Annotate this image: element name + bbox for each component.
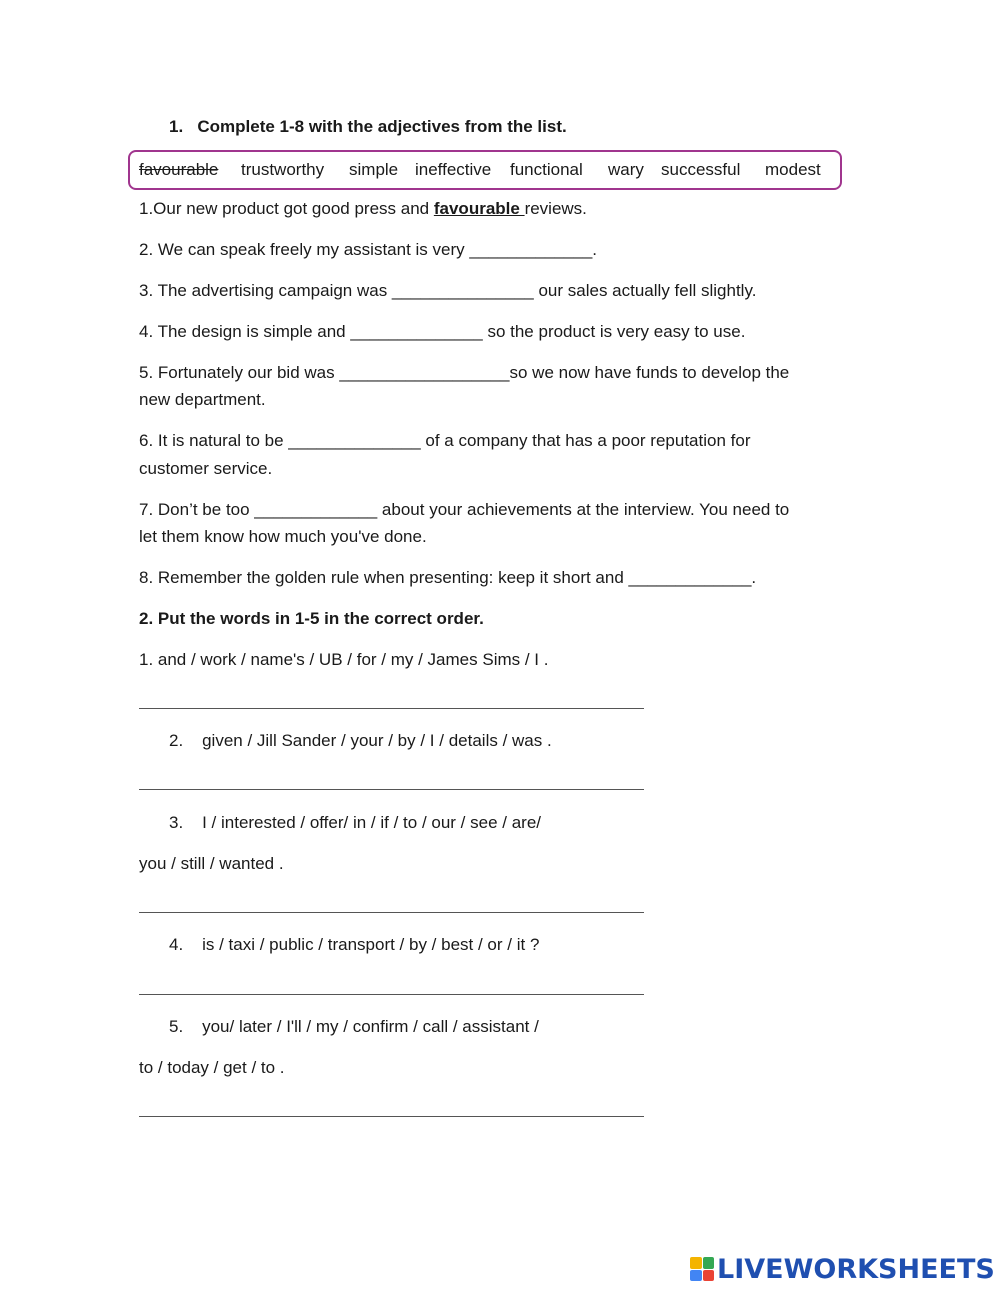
word-favourable: favourable bbox=[139, 160, 219, 179]
sentence-1-answer[interactable]: favourable bbox=[433, 199, 525, 218]
order-item-2-text: given / Jill Sander / your / by / I / details / was . bbox=[202, 731, 552, 750]
order-item-1: 1. and / work / name's / UB / for / my / James Sims / I . bbox=[139, 650, 549, 669]
answer-line-5[interactable] bbox=[139, 1116, 644, 1117]
sentence-5-line2: new department. bbox=[139, 390, 266, 409]
order-item-5-text: you/ later / I'll / my / confirm / call / assistant / bbox=[202, 1017, 539, 1036]
sentence-6-line2: customer service. bbox=[139, 459, 273, 478]
order-item-3-text: I / interested / offer/ in / if / to / our / see / are/ bbox=[202, 813, 541, 832]
sentence-5-line1[interactable]: 5. Fortunately our bid was __________________so we now have funds to develop the bbox=[139, 363, 790, 382]
word-ineffective: ineffective bbox=[415, 160, 492, 179]
sentence-2[interactable]: 2. We can speak freely my assistant is very _____________. bbox=[139, 240, 597, 259]
sentence-6-line1[interactable]: 6. It is natural to be ______________ of a company that has a poor reputation for bbox=[139, 431, 751, 450]
sentence-7-line2: let them know how much you've done. bbox=[139, 527, 427, 546]
answer-line-1[interactable] bbox=[139, 708, 644, 709]
section1-title: Complete 1-8 with the adjectives from the list. bbox=[197, 117, 567, 136]
section1-number: 1. bbox=[169, 117, 184, 136]
word-functional: functional bbox=[510, 160, 583, 179]
order-item-4-number: 4. bbox=[169, 935, 184, 954]
order-item-2-number: 2. bbox=[169, 731, 184, 750]
order-item-5 bbox=[169, 1017, 539, 1037]
logo-square-e bbox=[703, 1270, 715, 1282]
logo-square-v bbox=[690, 1270, 702, 1282]
word-trustworthy: trustworthy bbox=[241, 160, 325, 179]
word-wary: wary bbox=[608, 160, 644, 179]
logo-square-i bbox=[703, 1257, 715, 1269]
section2-title: 2. Put the words in 1-5 in the correct order. bbox=[139, 609, 484, 628]
sentence-3[interactable]: 3. The advertising campaign was _______________ our sales actually fell slightly. bbox=[139, 281, 757, 300]
sentence-1-pre: 1.Our new product got good press and bbox=[139, 199, 434, 218]
sentence-1-post: reviews. bbox=[524, 199, 587, 218]
order-item-5-number: 5. bbox=[169, 1017, 184, 1036]
order-item-3 bbox=[169, 813, 541, 833]
sentence-7-line1[interactable]: 7. Don’t be too _____________ about your achievements at the interview. You need to bbox=[139, 500, 790, 519]
word-successful: successful bbox=[661, 160, 741, 179]
order-item-5-cont: to / today / get / to . bbox=[139, 1058, 285, 1077]
sentence-8[interactable]: 8. Remember the golden rule when presenting: keep it short and _____________. bbox=[139, 568, 757, 587]
answer-line-2[interactable] bbox=[139, 789, 644, 790]
section1-heading bbox=[169, 117, 567, 137]
word-simple: simple bbox=[349, 160, 399, 179]
liveworksheets-logo bbox=[690, 1254, 995, 1284]
order-item-2 bbox=[169, 731, 552, 751]
answer-line-3[interactable] bbox=[139, 912, 644, 913]
order-item-4-text: is / taxi / public / transport / by / best / or / it ? bbox=[202, 935, 540, 954]
sentence-1 bbox=[139, 199, 587, 219]
answer-line-4[interactable] bbox=[139, 994, 644, 995]
liveworksheets-wordmark: LIVEWORKSHEETS bbox=[717, 1253, 995, 1285]
word-list-box bbox=[128, 150, 842, 190]
sentence-4[interactable]: 4. The design is simple and ______________ so the product is very easy to use. bbox=[139, 322, 746, 341]
liveworksheets-logo-icon bbox=[690, 1257, 714, 1281]
order-item-4 bbox=[169, 935, 539, 955]
logo-square-l bbox=[690, 1257, 702, 1269]
word-modest: modest bbox=[765, 160, 821, 179]
order-item-3-number: 3. bbox=[169, 813, 184, 832]
order-item-3-cont: you / still / wanted . bbox=[139, 854, 284, 873]
